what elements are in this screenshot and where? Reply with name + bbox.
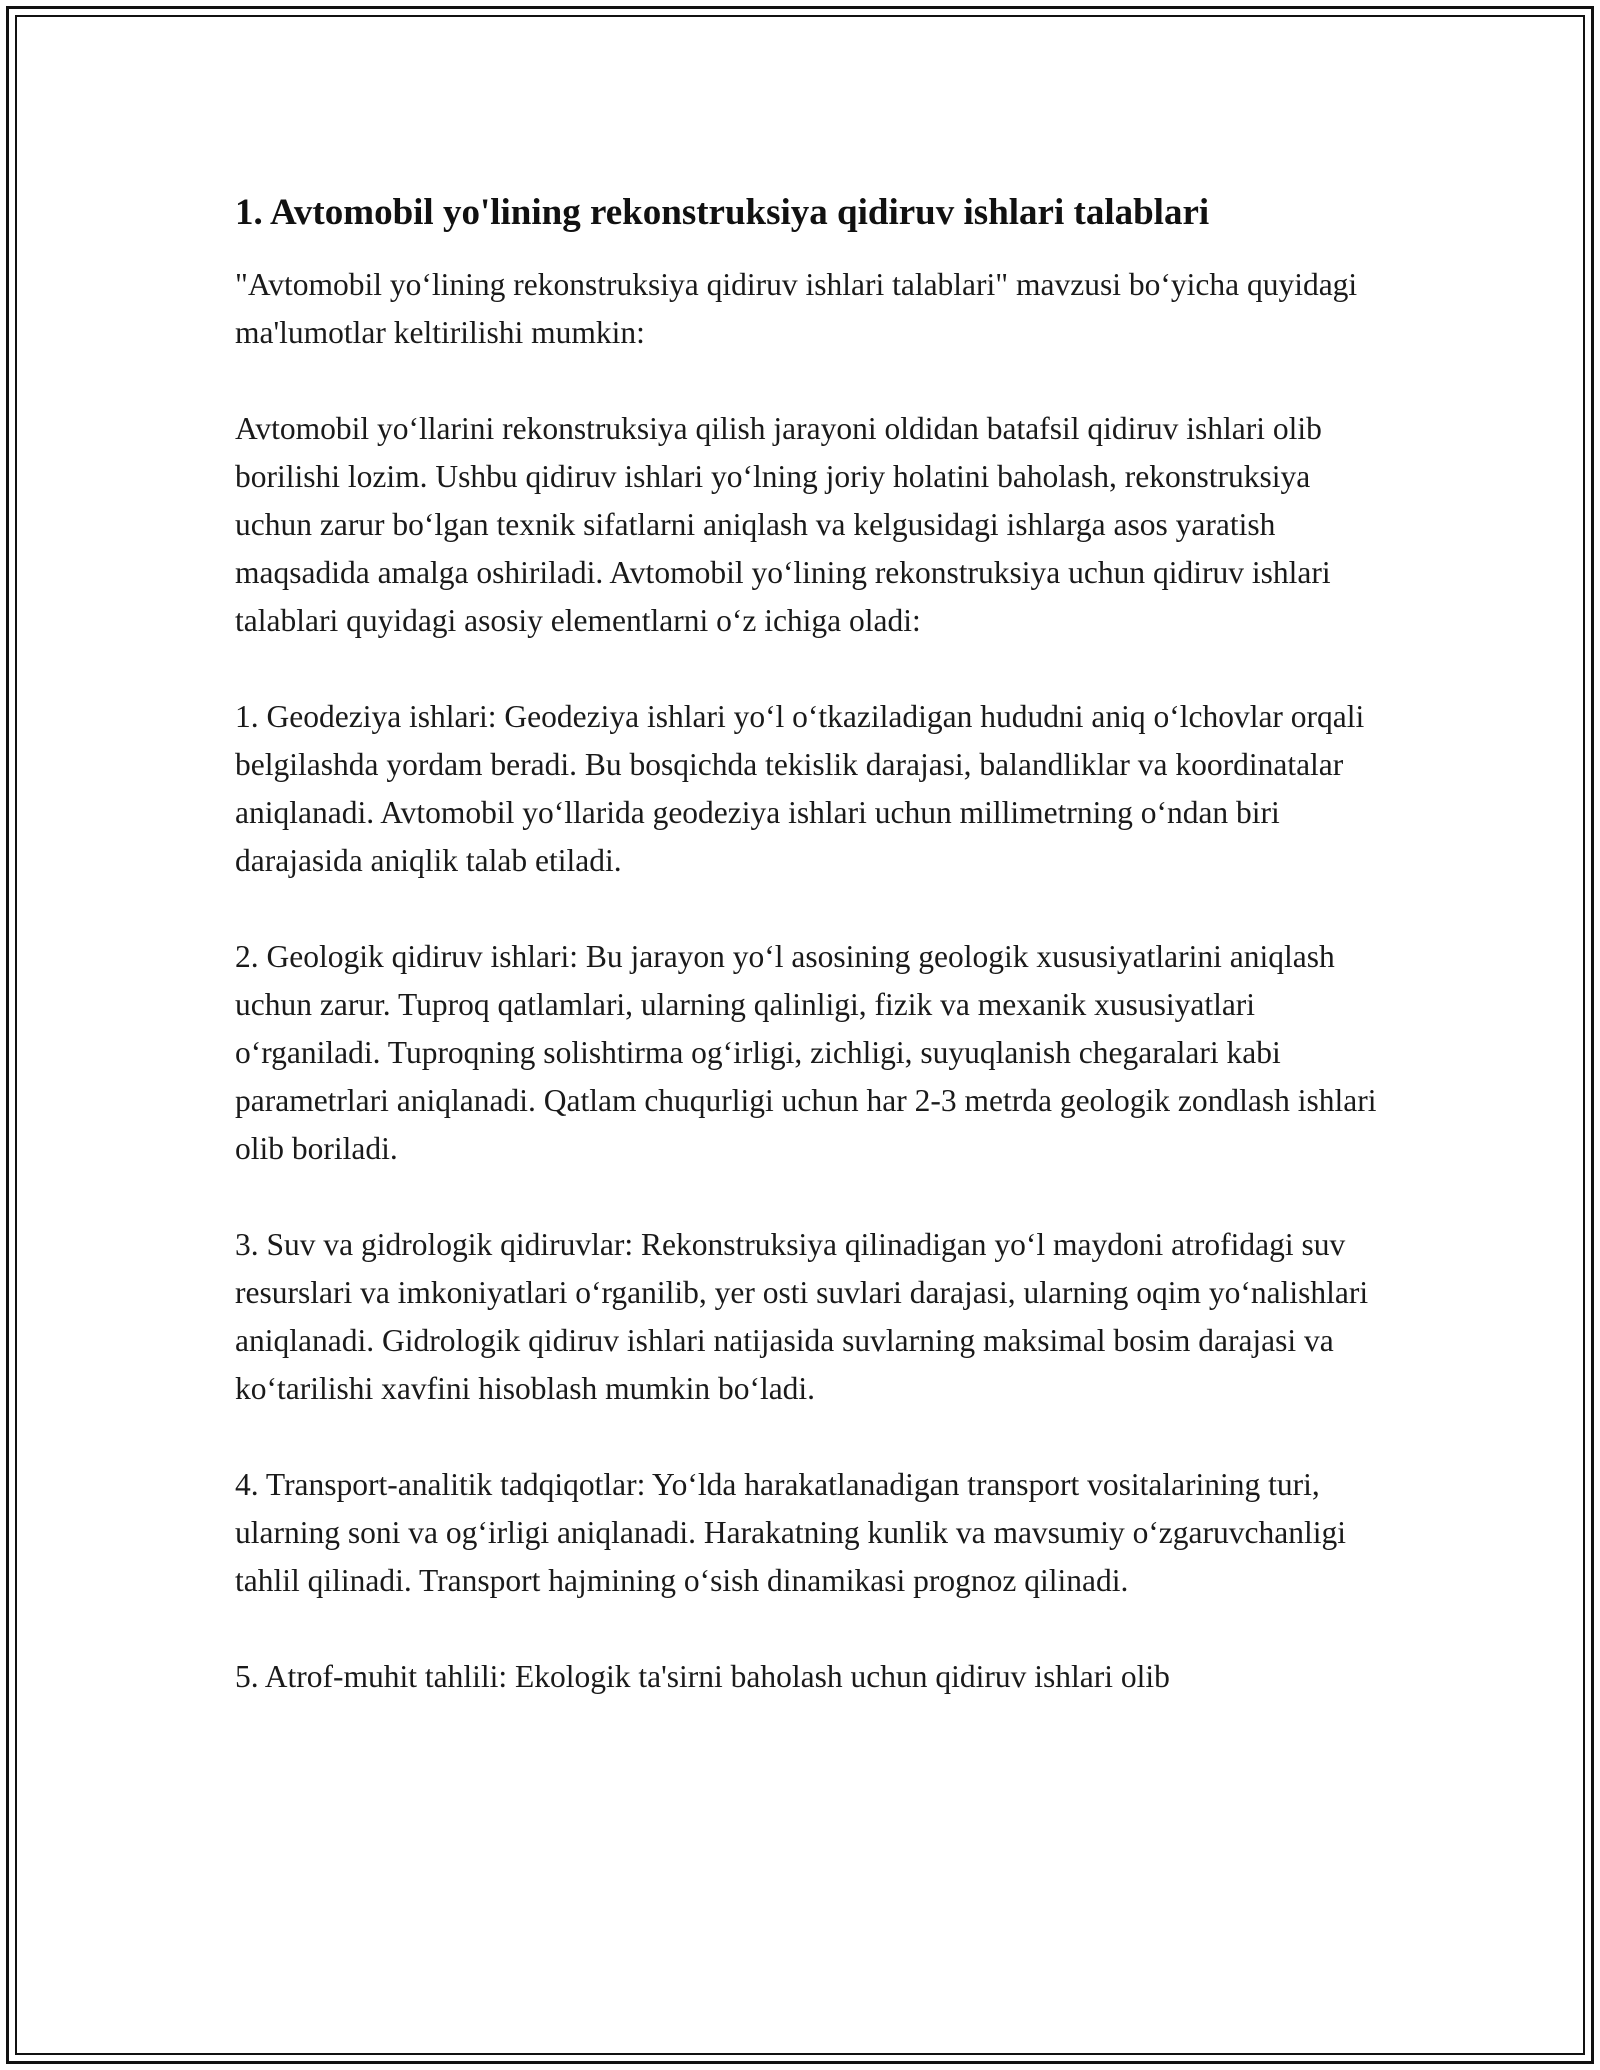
geodesy-paragraph: 1. Geodeziya ishlari: Geodeziya ishlari yo‘l o‘tkaziladigan hududni aniq o‘lchovlar orqali belgilashda yordam beradi. Bu bosqichda tekislik darajasi, balandliklar va koordinatalar aniqlanadi. Avtomobil yo‘llarida geodeziya ishlari uchun millimetrning o‘ndan biri darajasida aniqlik talab etiladi.	[235, 699, 1365, 878]
environment-paragraph: 5. Atrof-muhit tahlili: Ekologik ta'sirni baholash uchun qidiruv ishlari olib	[235, 1659, 1170, 1694]
intro-paragraph: "Avtomobil yo‘lining rekonstruksiya qidiruv ishlari talablari" mavzusi bo‘yicha quyidagi ma'lumotlar keltirilishi mumkin:	[235, 267, 1358, 350]
hydrology-paragraph: 3. Suv va gidrologik qidiruvlar: Rekonstruksiya qilinadigan yo‘l maydoni atrofidagi suv resurslari va imkoniyatlari o‘rganilib, yer osti suvlari darajasi, ularning oqim yo‘nalishlari aniqlanadi. Gidrologik qidiruv ishlari natijasida suvlarning maksimal bosim darajasi va ko‘tarilishi xavfini hisoblash mumkin bo‘ladi.	[235, 1227, 1369, 1406]
overview-paragraph: Avtomobil yo‘llarini rekonstruksiya qilish jarayoni oldidan batafsil qidiruv ishlari olib borilishi lozim. Ushbu qidiruv ishlari yo‘lning joriy holatini baholash, rekonstruksiya uchun zarur bo‘lgan texnik sifatlarni aniqlash va kelgusidagi ishlarga asos yaratish maqsadida amalga oshiriladi. Avtomobil yo‘lining rekonstruksiya uchun qidiruv ishlari talablari quyidagi asosiy elementlarni o‘z ichiga oladi:	[235, 411, 1331, 638]
geology-paragraph: 2. Geologik qidiruv ishlari: Bu jarayon yo‘l asosining geologik xususiyatlarini aniqlash uchun zarur. Tuproq qatlamlari, ularning qalinligi, fizik va mexanik xususiyatlari o‘rganiladi. Tuproqning solishtirma og‘irligi, zichligi, suyuqlanish chegaralari kabi parametrlari aniqlanadi. Qatlam chuqurligi uchun har 2-3 metrda geologik zondlash ishlari olib boriladi.	[235, 939, 1377, 1166]
transport-paragraph: 4. Transport-analitik tadqiqotlar: Yo‘lda harakatlanadigan transport vositalarining turi, ularning soni va og‘irligi aniqlanadi. Harakatning kunlik va mavsumiy o‘zgaruvchanligi tahlil qilinadi. Transport hajmining o‘sish dinamikasi prognoz qilinadi.	[235, 1467, 1346, 1598]
document-title: 1. Avtomobil yo'lining rekonstruksiya qidiruv ishlari talablari	[235, 192, 1210, 233]
document-body	[235, 185, 1385, 1701]
